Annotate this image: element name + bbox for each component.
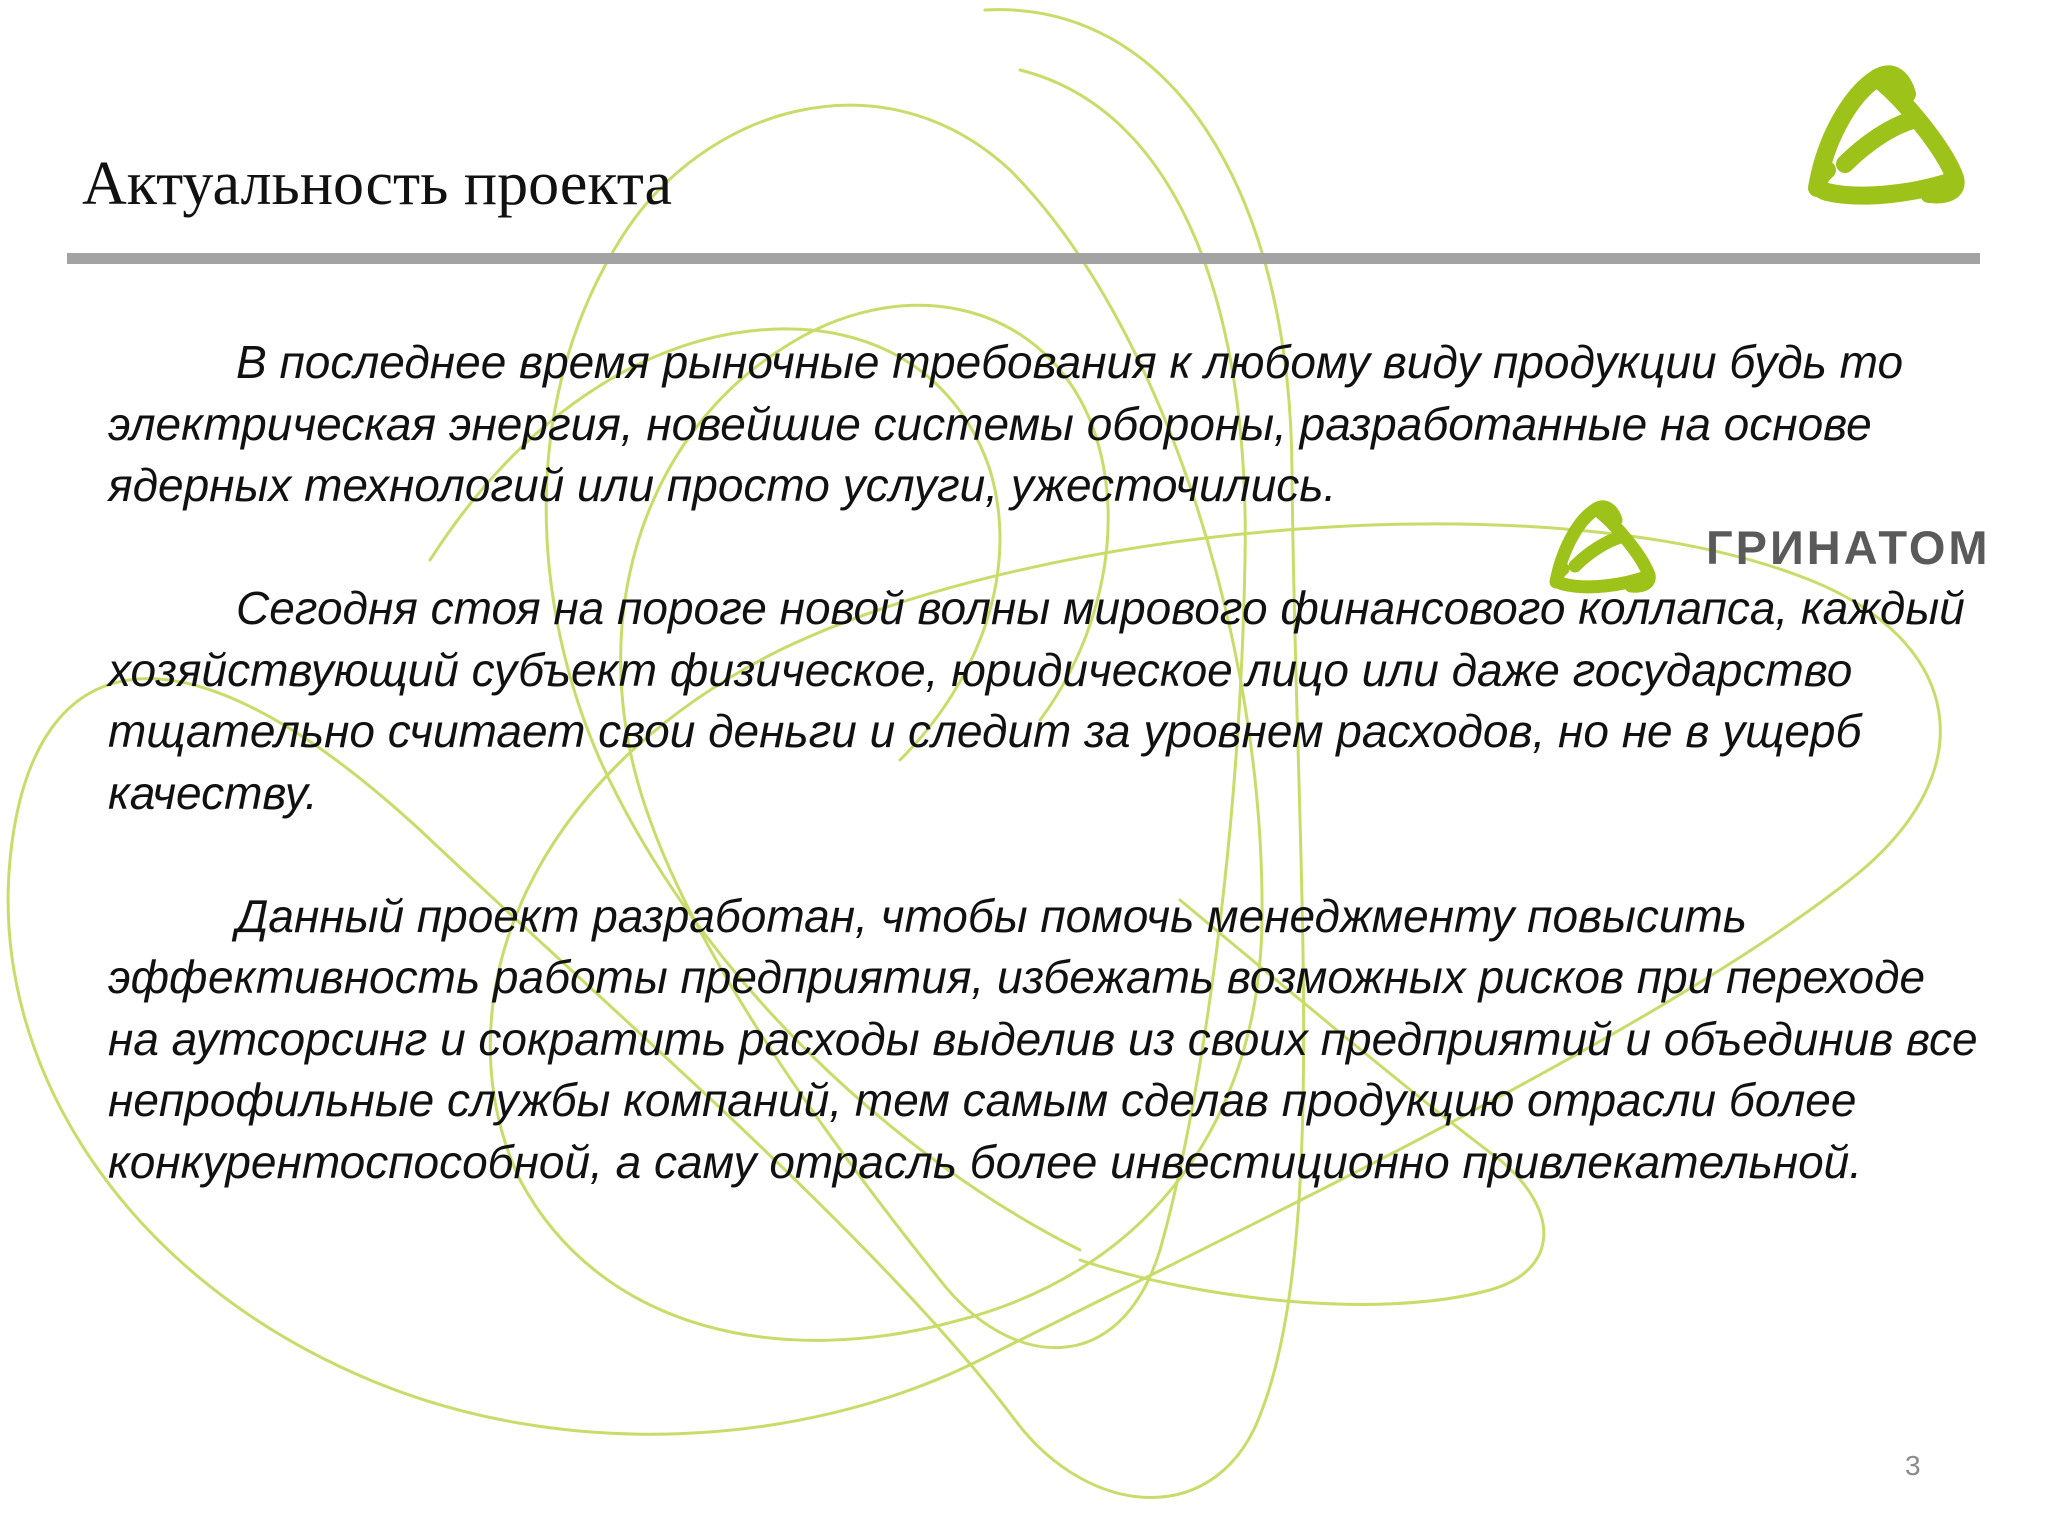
slide-title: Актуальность проекта: [82, 150, 673, 218]
title-divider: [67, 253, 1980, 264]
page-number: 3: [1905, 1450, 1921, 1481]
body-paragraph-2: Сегодня стоя на пороге новой волны мирового финансового коллапса, каждый хозяйствующий субъект физическое, юридическое лицо или даже государство тщательно считает свои деньги и следит за уровнем расходов, но не в ущерб качеству.: [108, 582, 1965, 819]
body-paragraph-3: Данный проект разработан, чтобы помочь менеджменту повысить эффективность работы предприятия, избежать возможных рисков при переходе на аутсорсинг и сократить расходы выделив из своих предприятий и объединив все непрофильные службы компаний, тем самым сделав продукцию отрасли более конкурентоспособной, а саму отрасль более инвестиционно привлекательной.: [108, 889, 1978, 1188]
brand-name: ГРИНАТОМ: [1706, 521, 1991, 574]
greenatom-triangle-logo-icon: [1805, 60, 1965, 210]
body-paragraph-1: В последнее время рыночные требования к любому виду продукции будь то электрическая энергия, новейшие системы обороны, разработанные на основе ядерных технологий или просто услуги, ужесточились.: [108, 336, 1904, 511]
slide-body: [108, 332, 1988, 1255]
